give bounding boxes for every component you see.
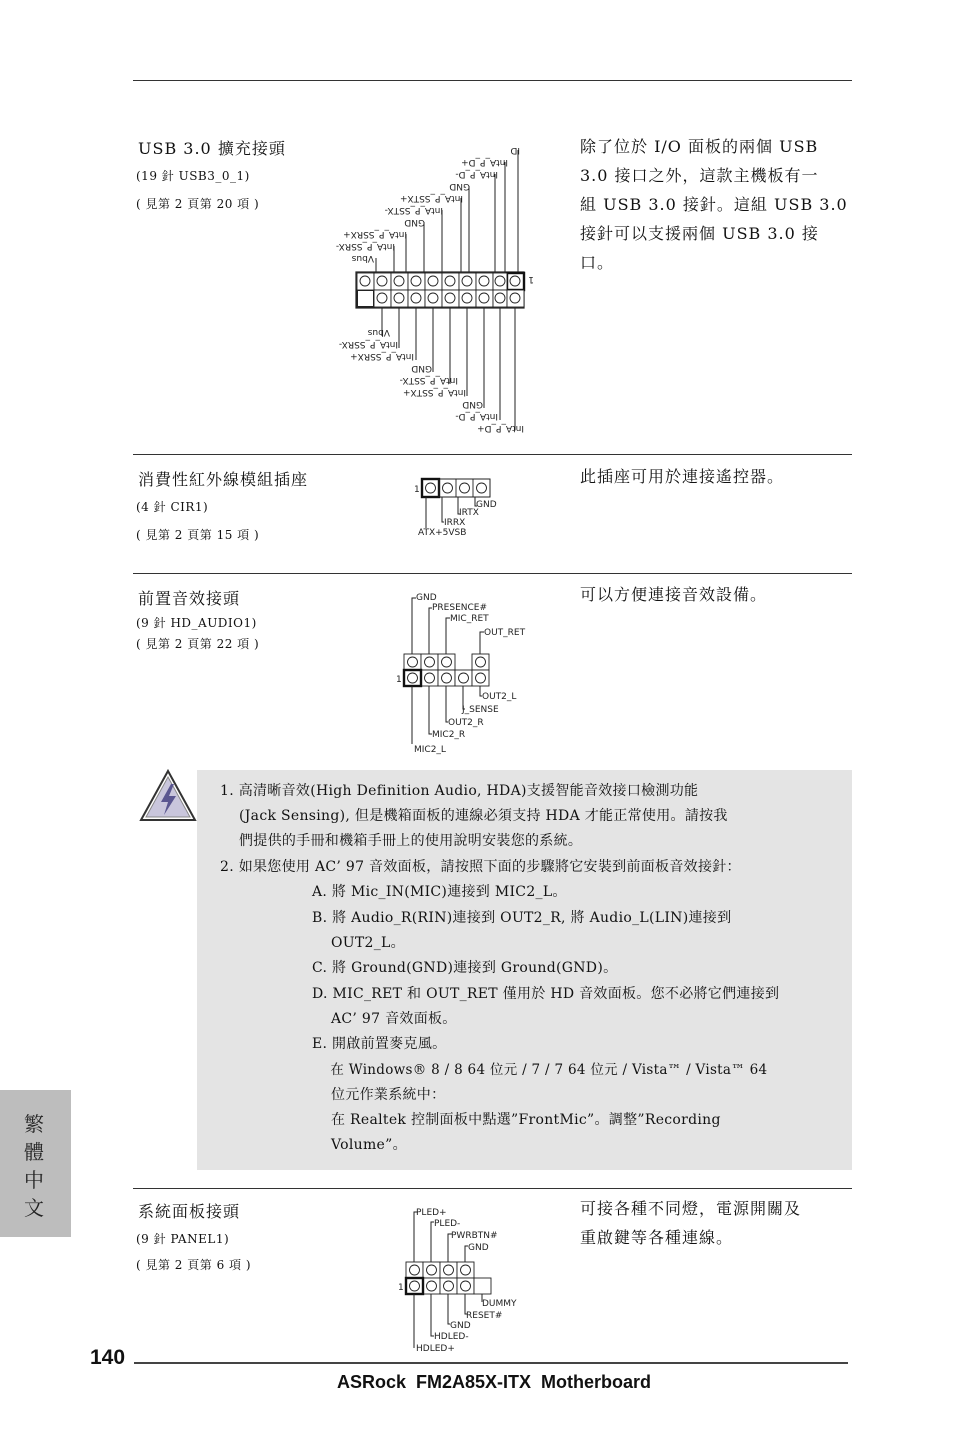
footer-rule	[134, 1362, 848, 1364]
usb3-label-vbus-bottom: Vbus	[367, 327, 390, 337]
usb3-label-ssrx-plus: IntA_P_SSRX+	[343, 229, 407, 239]
audio-label-j-sense: J_SENSE	[462, 705, 499, 715]
audio-pin1-marker: 1	[396, 675, 402, 685]
note-line-e: E. 開啟前置麥克風。	[312, 1036, 447, 1052]
usb3-bottom-labels	[339, 327, 524, 433]
panel-label-pled-minus: PLED-	[434, 1219, 461, 1229]
divider-1	[133, 454, 852, 455]
usb3-top-labels	[336, 145, 520, 263]
panel-label-gnd-bottom: GND	[450, 1321, 471, 1331]
language-tab-char-1: 繁	[24, 1112, 44, 1136]
usb3-label-b-gnd-2: GND	[462, 399, 483, 409]
audio-label-mic2-r: MIC2_R	[432, 730, 466, 740]
usb3-label-vbus-top: Vbus	[351, 253, 374, 263]
audio-label-mic2-l: MIC2_L	[414, 745, 446, 755]
panel-ref: ( 見第 2 頁第 6 項 )	[136, 1258, 252, 1272]
panel-label-gnd-top: GND	[468, 1243, 489, 1253]
usb3-desc: 除了位於 I/O 面板的兩個 USB 3.0 接口之外，這款主機板有一 組 USB 3.0 接針。這組 USB 3.0 接針可以支援兩個 USB 3.0 接 口。	[580, 137, 848, 272]
usb3-label-d-plus: IntA_P_D+	[461, 157, 508, 167]
cir-label-irrx: IRRX	[444, 518, 466, 528]
note-line-b: B. 將 Audio_R(RIN)連接到 OUT2_R, 將 Audio_L(LIN)連接到	[312, 910, 732, 926]
usb3-label-b-d-plus: IntA_P_D+	[477, 423, 524, 433]
cir-header-diagram	[410, 474, 520, 540]
note-line-e2: 在 Windows® 8 / 8 64 位元 / 7 / 7 64 位元 / Vista™ / Vista™ 64	[312, 1062, 768, 1078]
usb3-label-gnd-2: GND	[404, 217, 425, 227]
note-line-2: (Jack Sensing), 但是機箱面板的連線必須支持 HDA 才能正常使用。請按我	[220, 808, 728, 824]
panel-desc: 可接各種不同燈，電源開關及 重啟鍵等各種連線。	[580, 1199, 802, 1247]
panel-label-reset: RESET#	[466, 1311, 503, 1321]
divider-3	[133, 1188, 852, 1189]
language-tab-char-2: 體	[24, 1140, 44, 1164]
note-line-3: 們提供的手冊和機箱手冊上的使用說明安裝您的系統。	[220, 833, 583, 849]
divider-2	[133, 573, 852, 574]
cir-label-atx5vsb: ATX+5VSB	[418, 528, 467, 538]
panel-title: 系統面板接頭	[138, 1202, 241, 1221]
usb3-label-ssrx-minus: IntA_P_SSRX-	[335, 241, 395, 251]
panel-pins: (9 針 PANEL1)	[136, 1232, 230, 1246]
page-number: 140	[90, 1346, 126, 1369]
panel-label-pwrbtn: PWRBTN#	[451, 1231, 498, 1241]
audio-label-gnd: GND	[416, 593, 437, 603]
note-line-e5: Volume”。	[312, 1137, 407, 1153]
audio-label-presence: PRESENCE#	[432, 603, 488, 613]
usb3-title: USB 3.0 擴充接頭	[138, 139, 286, 158]
usb3-pins: (19 針 USB3_0_1)	[136, 169, 250, 183]
panel-label-dummy: DUMMY	[482, 1299, 517, 1309]
usb3-label-d-minus: IntA_P_D-	[455, 169, 498, 179]
usb3-label-sstx-plus: IntA_P_SSTX+	[399, 193, 463, 203]
language-tab	[0, 1090, 71, 1237]
note-line-4: 2. 如果您使用 AC’ 97 音效面板，請按照下面的步驟將它安裝到前面板音效接針：	[220, 859, 741, 875]
panel-pin1-marker: 1	[398, 1283, 404, 1293]
audio-ref: ( 見第 2 頁第 22 項 )	[136, 637, 260, 651]
usb3-label-b-gnd-1: GND	[411, 363, 432, 373]
cir-pins: (4 針 CIR1)	[136, 500, 209, 514]
note-line-e3: 位元作業系統中：	[312, 1087, 446, 1103]
cir-label-irtx: IRTX	[459, 508, 479, 518]
usb3-header-diagram	[320, 140, 550, 435]
note-line-c: C. 將 Ground(GND)連接到 Ground(GND)。	[312, 960, 618, 976]
audio-label-out-ret: OUT_RET	[484, 628, 526, 638]
cir-desc: 此插座可用於連接遙控器。	[580, 467, 785, 486]
note-line-e4: 在 Realtek 控制面板中點選”FrontMic”。調整”Recording	[312, 1112, 721, 1128]
footer-title: ASRock FM2A85X-ITX Motherboard	[337, 1372, 652, 1392]
usb3-ref: ( 見第 2 頁第 20 項 )	[136, 197, 260, 211]
usb3-label-b-sstx-minus: IntA_P_SSTX-	[399, 375, 458, 385]
cir-label-gnd: GND	[476, 500, 497, 510]
language-tab-char-3: 中	[24, 1168, 44, 1192]
top-rule	[133, 80, 852, 81]
cir-pin1-marker: 1	[414, 485, 420, 495]
audio-desc: 可以方便連接音效設備。	[580, 585, 768, 604]
cir-title: 消費性紅外線模組插座	[138, 470, 309, 489]
usb3-label-gnd-1: GND	[449, 181, 470, 191]
usb3-pin1-marker: 1	[528, 274, 534, 284]
panel-label-hdled-minus: HDLED-	[434, 1332, 469, 1342]
usb3-label-b-ssrx-minus: IntA_P_SSRX-	[338, 339, 398, 349]
language-tab-char-4: 文	[24, 1196, 44, 1220]
audio-pins: (9 針 HD_AUDIO1)	[136, 616, 257, 630]
note-line-b2: OUT2_L。	[312, 935, 405, 951]
panel-header-diagram	[394, 1202, 534, 1354]
usb3-label-b-sstx-plus: IntA_P_SSTX+	[402, 387, 466, 397]
panel-label-hdled-plus: HDLED+	[416, 1344, 455, 1354]
usb3-label-b-ssrx-plus: IntA_P_SSRX+	[350, 351, 414, 361]
usb3-label-sstx-minus: IntA_P_SSTX-	[384, 205, 443, 215]
note-line-d2: AC’ 97 音效面板。	[312, 1011, 457, 1027]
audio-label-mic-ret: MIC_RET	[450, 614, 489, 624]
audio-title: 前置音效接頭	[138, 589, 241, 608]
audio-label-out2-r: OUT2_R	[448, 718, 484, 728]
audio-header-diagram	[392, 588, 542, 758]
note-line-d: D. MIC_RET 和 OUT_RET 僅用於 HD 音效面板。您不必將它們連接到	[312, 986, 780, 1002]
panel-label-pled-plus: PLED+	[416, 1208, 447, 1218]
note-line-a: A. 將 Mic_IN(MIC)連接到 MIC2_L。	[312, 884, 567, 900]
usb3-label-b-d-minus: IntA_P_D-	[455, 411, 498, 421]
warning-icon	[137, 768, 199, 826]
usb3-label-id: ID	[510, 145, 520, 155]
note-line-1: 1. 高清晰音效(High Definition Audio, HDA)支援智能音效接口檢測功能	[220, 783, 699, 799]
audio-label-out2-l: OUT2_L	[482, 692, 517, 702]
cir-ref: ( 見第 2 頁第 15 項 )	[136, 528, 260, 542]
